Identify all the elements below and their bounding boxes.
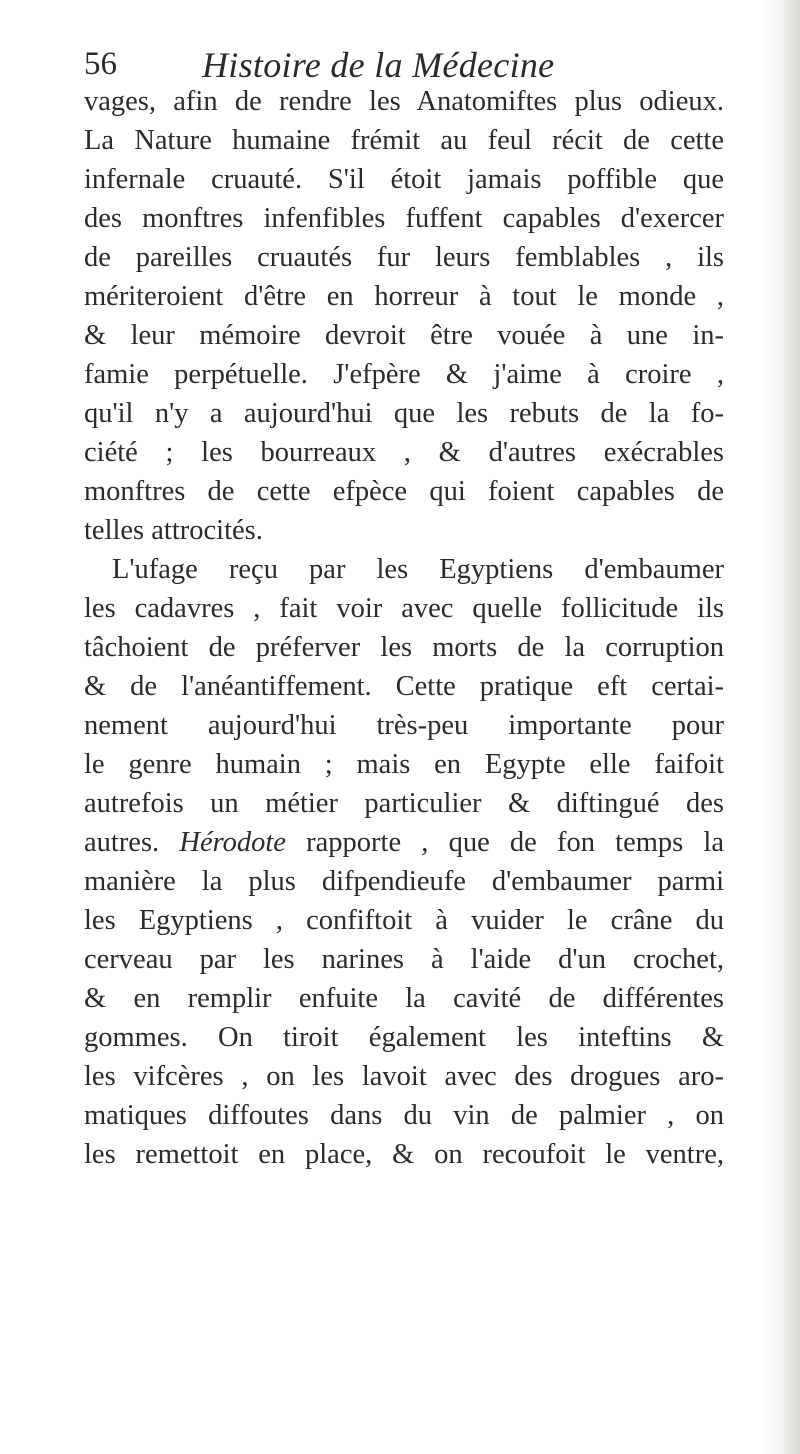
italic-author-name: Hérodote — [179, 827, 286, 858]
text-line: tâchoient de préferver les morts de la corruption — [84, 632, 724, 663]
text-line: manière la plus difpendieufe d'embaumer parmi — [84, 866, 724, 897]
text-line-with-italic — [84, 823, 724, 862]
text-line: & en remplir enfuite la cavité de différentes — [84, 983, 724, 1014]
text-line: telles attrocités. — [84, 515, 263, 546]
text-line: infernale cruauté. S'il étoit jamais poffible que — [84, 164, 724, 195]
text-line: de pareilles cruautés fur leurs femblables , ils — [84, 242, 724, 273]
text-line: des monftres infenfibles fuffent capables d'exercer — [84, 203, 724, 234]
text-line: ciété ; les bourreaux , & d'autres exécrables — [84, 437, 724, 468]
text-line: gommes. On tiroit également les inteftins & — [84, 1022, 724, 1053]
page-number: 56 — [84, 46, 117, 82]
text-line: mériteroient d'être en horreur à tout le monde , — [84, 281, 724, 312]
text-line: famie perpétuelle. J'efpère & j'aime à croire , — [84, 359, 724, 390]
text-line: autrefois un métier particulier & diftingué des — [84, 788, 724, 819]
text-line: La Nature humaine frémit au feul récit de cette — [84, 125, 724, 156]
text-line: les remettoit en place, & on recoufoit le ventre, — [84, 1139, 724, 1170]
text-line: & de l'anéantiffement. Cette pratique eft certai- — [84, 671, 724, 702]
text-line: & leur mémoire devroit être vouée à une in- — [84, 320, 724, 351]
text-line: cerveau par les narines à l'aide d'un crochet, — [84, 944, 724, 975]
text-body — [84, 82, 724, 1174]
running-title: Histoire de la Médecine — [202, 45, 555, 85]
text-line: les cadavres , fait voir avec quelle follicitude ils — [84, 593, 724, 624]
text-line: L'ufage reçu par les Egyptiens d'embaumer — [112, 554, 724, 585]
text-line: les Egyptiens , confiftoit à vuider le crâne du — [84, 905, 724, 936]
text-line: matiques diffoutes dans du vin de palmier , on — [84, 1100, 724, 1131]
text-line: le genre humain ; mais en Egypte elle faifoit — [84, 749, 724, 780]
text-fragment: rapporte , que de fon temps la — [306, 827, 725, 858]
text-line: qu'il n'y a aujourd'hui que les rebuts de la fo- — [84, 398, 724, 429]
text-line: monftres de cette efpèce qui foient capables de — [84, 476, 724, 507]
text-fragment: autres. — [84, 827, 160, 858]
text-line: les vifcères , on les lavoit avec des drogues aro- — [84, 1061, 724, 1092]
page-edge-shadow — [762, 0, 800, 1454]
text-line: vages, afin de rendre les Anatomiftes plus odieux. — [84, 86, 724, 117]
text-line: nement aujourd'hui très-peu importante pour — [84, 710, 724, 741]
